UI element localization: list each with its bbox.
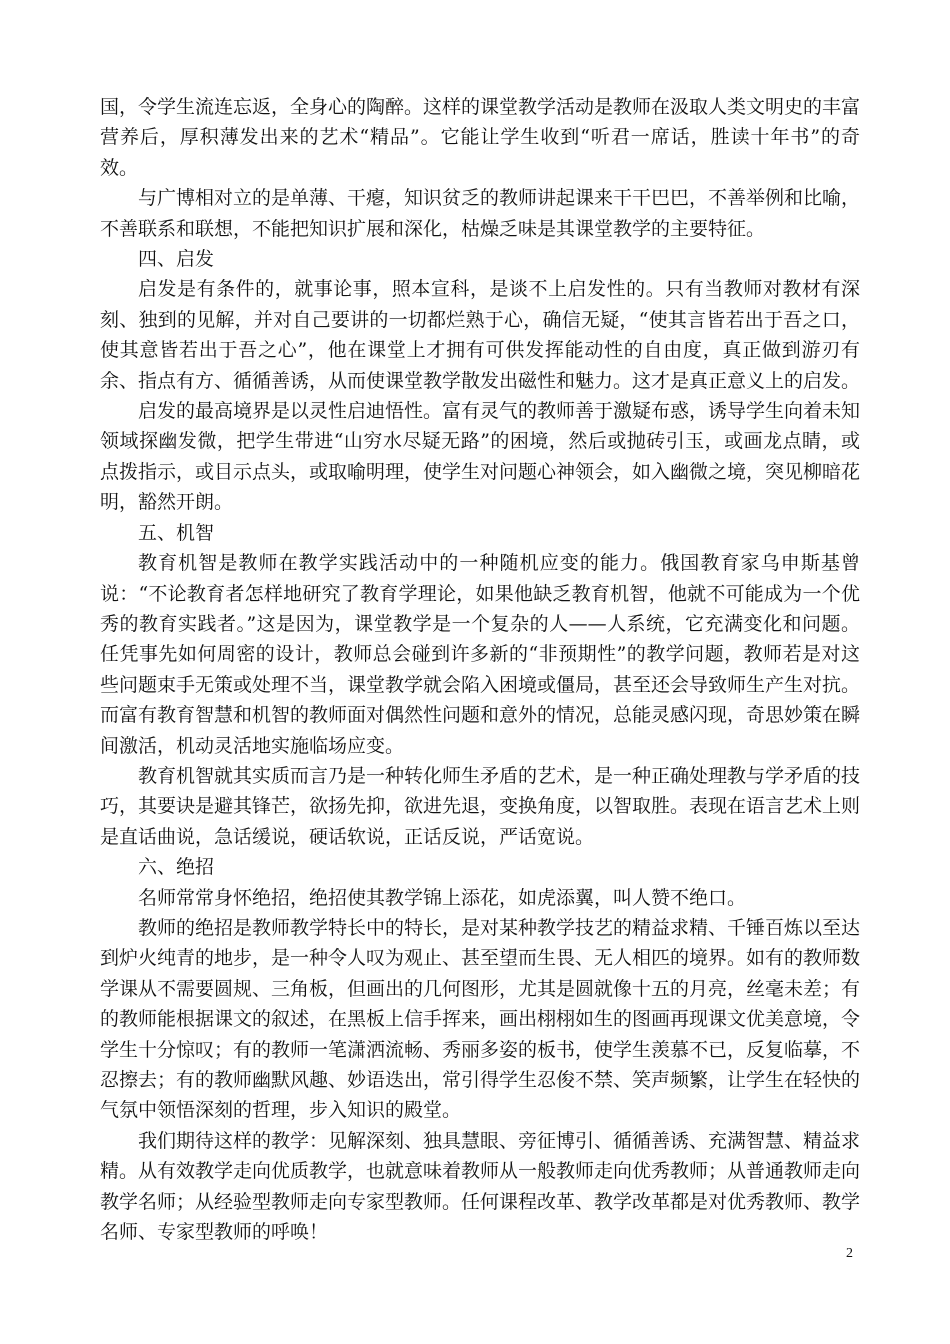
paragraph: 教育机智是教师在教学实践活动中的一种随机应变的能力。俄国教育家乌申斯基曾说：“不论教育者怎样地研究了教育学理论，如果他缺乏教育机智，他就不可能成为一个优秀的教育实践者。”这是因为，课堂教学是一个复杂的人——人系统，它充满变化和问题。任凭事先如何周密的设计，教师总会碰到许多新的“非预期性”的教学问题，教师若是对这些问题束手无策或处理不当，课堂教学就会陷入困境或僵局，甚至还会导致师生产生对抗。而富有教育智慧和机智的教师面对偶然性问题和意外的情况，总能灵感闪现，奇思妙策在瞬间激活，机动灵活地实施临场应变。: [100, 552, 861, 757]
paragraph: 启发的最高境界是以灵性启迪悟性。富有灵气的教师善于激疑布惑，诱导学生向着未知领域探幽发微，把学生带进“山穷水尽疑无路”的困境，然后或抛砖引玉，或画龙点睛，或点拨指示，或目示点头，或取喻明理，使学生对问题心神领会，如入幽微之境，突见柳暗花明，豁然开朗。: [100, 400, 861, 514]
body-text: [100, 92, 860, 1247]
paragraph: 我们期待这样的教学：见解深刻、独具慧眼、旁征博引、循循善诱、充满智慧、精益求精。从有效教学走向优质教学，也就意味着教师从一般教师走向优秀教师；从普通教师走向教学名师；从经验型教师走向专家型教师。任何课程改革、教学改革都是对优秀教师、教学名师、专家型教师的呼唤！: [100, 1129, 861, 1244]
paragraph: 名师常常身怀绝招，绝招使其教学锦上添花，如虎添翼，叫人赞不绝口。: [138, 886, 747, 909]
page-number: 2: [846, 1246, 853, 1261]
paragraph: 教育机智就其实质而言乃是一种转化师生矛盾的艺术，是一种正确处理教与学矛盾的技巧，其要诀是避其锋芒，欲扬先抑，欲进先退，变换角度，以智取胜。表现在语言艺术上则是直话曲说，急话缓说，硬话软说，正话反说，严话宽说。: [100, 764, 861, 848]
section-heading-inspiration: 四、启发: [138, 248, 215, 271]
paragraph: 与广博相对立的是单薄、干瘪，知识贫乏的教师讲起课来干干巴巴，不善举例和比喻，不善联系和联想，不能把知识扩展和深化，枯燥乏味是其课堂教学的主要特征。: [100, 187, 861, 240]
paragraph: 启发是有条件的，就事论事，照本宣科，是谈不上启发性的。只有当教师对教材有深刻、独到的见解，并对自己要讲的一切都烂熟于心，确信无疑，“使其言皆若出于吾之口，使其意皆若出于吾之心”，他在课堂上才拥有可供发挥能动性的自由度，真正做到游刃有余、指点有方、循循善诱，从而使课堂教学散发出磁性和魅力。这才是真正意义上的启发。: [100, 278, 861, 392]
paragraph-continuation: 国，令学生流连忘返，全身心的陶醉。这样的课堂教学活动是教师在汲取人类文明史的丰富营养后，厚积薄发出来的艺术“精品”。它能让学生收到“听君一席话，胜读十年书”的奇效。: [100, 96, 861, 179]
paragraph: 教师的绝招是教师教学特长中的特长，是对某种教学技艺的精益求精、千锤百炼以至达到炉火纯青的地步，是一种令人叹为观止、甚至望而生畏、无人相匹的境界。如有的教师数学课从不需要圆规、三角板，但画出的几何图形，尤其是圆就像十五的月亮，丝毫未差；有的教师能根据课文的叙述，在黑板上信手挥来，画出栩栩如生的图画再现课文优美意境，令学生十分惊叹；有的教师一笔潇洒流畅、秀丽多姿的板书，使学生羡慕不已，反复临摹，不忍擦去；有的教师幽默风趣、妙语迭出，常引得学生忍俊不禁、笑声频繁，让学生在轻快的气氛中领悟深刻的哲理，步入知识的殿堂。: [100, 916, 861, 1122]
section-heading-wit: 五、机智: [138, 521, 215, 544]
section-heading-unique-skill: 六、绝招: [138, 856, 215, 879]
